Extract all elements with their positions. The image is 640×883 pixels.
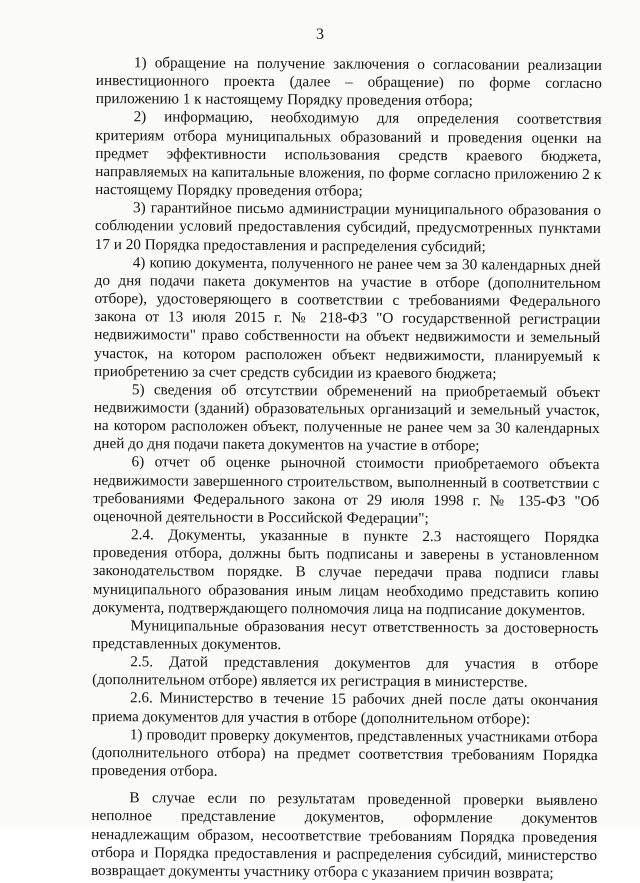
paragraph-clause-2-5: 2.5. Датой представления документов для участия в отборе (дополнительном отборе) является их регистрация в министерстве. [92,653,599,691]
paragraph-item-6: 6) отчет об оценке рыночной стоимости приобретаемого объекта недвижимости завершенного строительством, выполненный в соответствии с требованиями Федерального закона от 29 июля 1998 г. № 135-ФЗ "Об оценочной деятельности в Российской Федерации"; [93,453,600,527]
document-body [91,54,602,883]
paragraph-item-4: 4) копию документа, полученного не ранее чем за 30 календарных дней до дня подачи пакета документов на участие в отборе (дополнительном отборе), удостоверяющего в соответствии с требованиями Федерального закона от 13 июля 2015 г. № 218-ФЗ "О государственной регистрации недвижимости" право собственности на объект недвижимости и земельный участок, на котором расположен объект недвижимости, планируемый к приобретению за счет средств субсидии из краевого бюджета; [94,253,601,383]
paragraph-item-5: 5) сведения об отсутствии обременений на приобретаемый объект недвижимости (зданий) образовательных организаций и земельный участок, на котором расположен объект, полученные не ранее чем за 30 календарных дней до дня подачи пакета документов на участие в отборе; [93,381,600,455]
paragraph-clause-2-4: 2.4. Документы, указанные в пункте 2.3 настоящего Порядка проведения отбора, должны быть подписаны и заверены в установленном законодательством порядке. В случае передачи права подписи главы муниципального образования иным лицам необходимо представить копию документа, подтверждающего полномочия лица на подписание документов. [92,526,600,619]
page-number: 3 [316,26,324,43]
paragraph-check-1: 1) проводит проверку документов, представленных участниками отбора (дополнительного отбора) на предмет соответствия требованиям Порядка проведения отбора. [91,726,598,780]
paragraph-item-1: 1) обращение на получение заключения о согласовании реализации инвестиционного проекта (далее – обращение) по форме согласно приложению 1 к настоящему Порядку проведения отбора; [95,54,602,110]
paragraph-clause-2-6: 2.6. Министерство в течение 15 рабочих дней после даты окончания приема документов для участия в отборе (дополнительном отборе): [91,689,599,728]
paragraph-responsibility: Муниципальные образования несут ответственность за достоверность представленных документов. [92,617,599,654]
paragraph-return-case: В случае если по результатам проведенной проверки выявлено неполное представление документов, оформление документов ненадлежащим образом, несоответствие требованиям Порядка проведения отбора и Порядка предоставления и распределения субсидий, министерство возвращает документы участнику отбора с указанием причин возврата; [90,789,598,882]
paragraph-item-2: 2) информацию, необходимую для определения соответствия критериям отбора муниципальных образований и проведения оценки на предмет эффективности использования средств краевого бюджета, направляемых на капитальные вложения, по форме согласно приложению 2 к настоящему Порядку проведения отбора; [95,108,602,200]
paragraph-item-3: 3) гарантийное письмо администрации муниципального образования о соблюдении условий предоставления субсидий, предусмотренных пунктами 17 и 20 Порядка предоставления и распределения субсидий; [94,199,602,255]
